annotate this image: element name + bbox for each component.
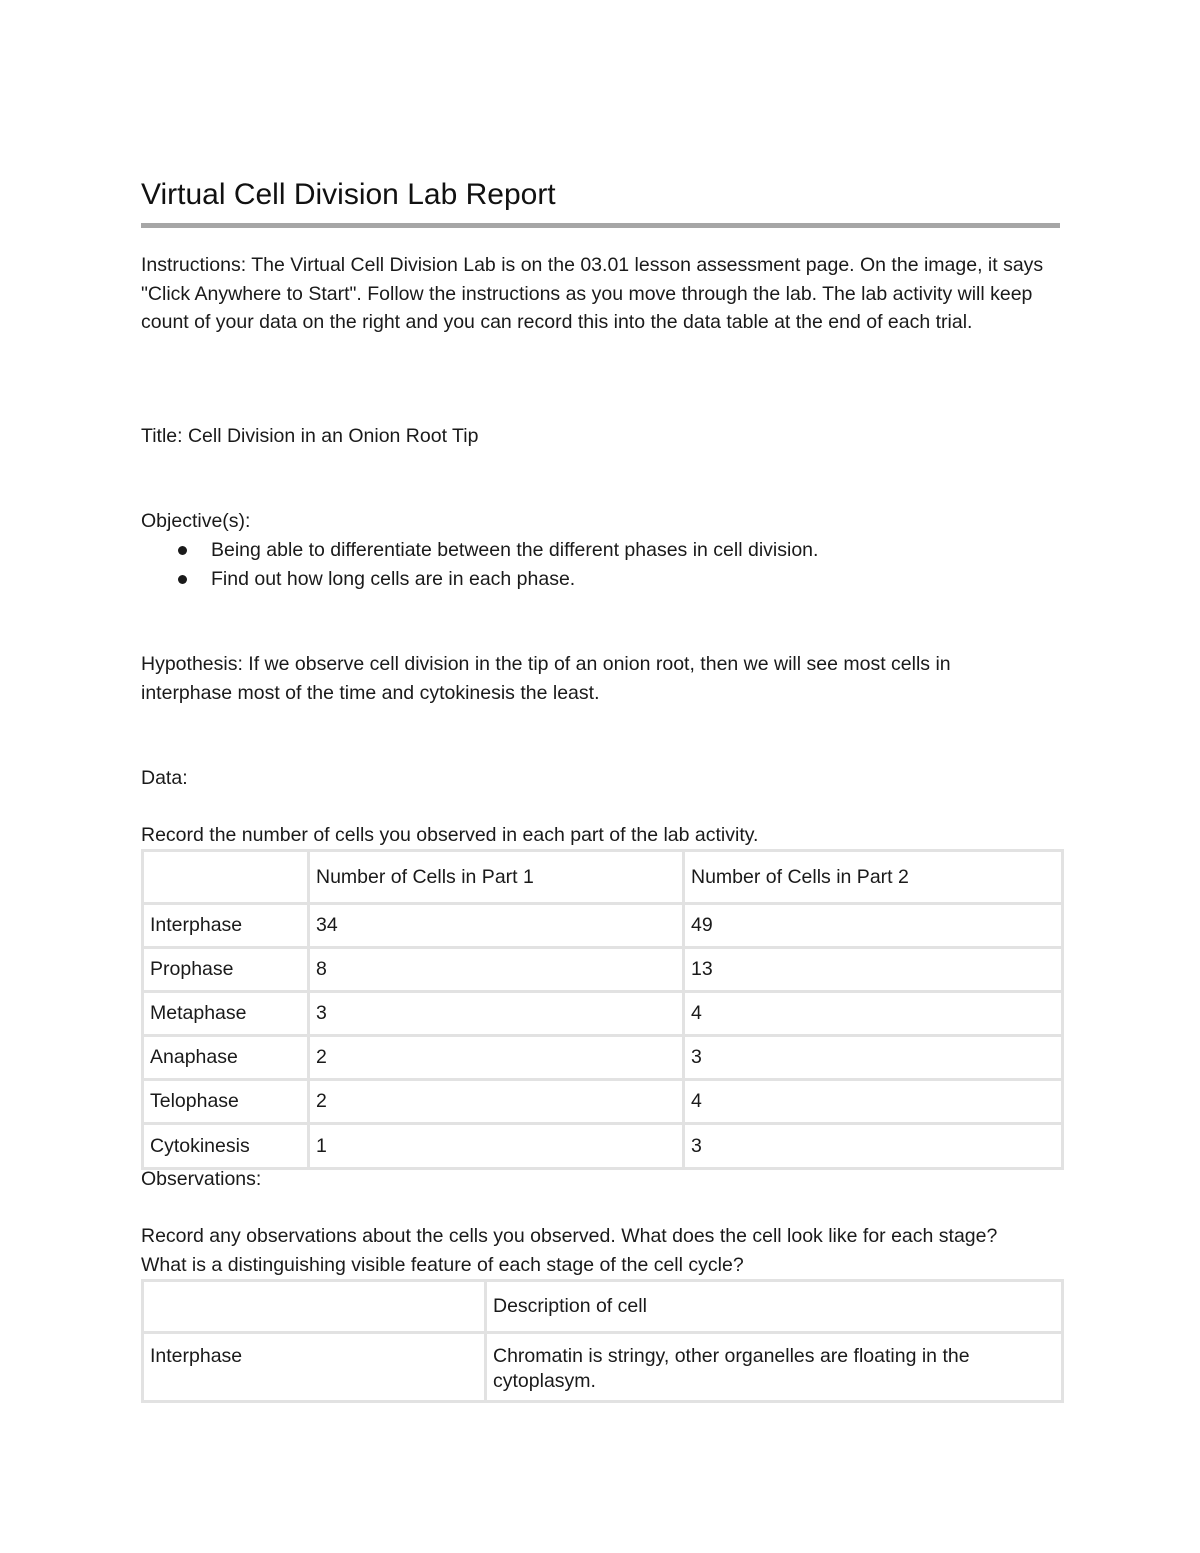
phase-cell: Interphase — [143, 904, 309, 948]
hypothesis-paragraph: Hypothesis: If we observe cell division in the tip of an onion root, then we will see most cells in interphase most of the time and cytokinesis the least. — [141, 653, 951, 704]
title-divider — [141, 223, 1060, 228]
table-row — [143, 1080, 1063, 1124]
bullet-icon — [178, 575, 187, 584]
table-row — [143, 1333, 1063, 1402]
table-row — [143, 948, 1063, 992]
data-label: Data: — [141, 767, 188, 789]
document-title: Virtual Cell Division Lab Report — [141, 178, 556, 211]
table-header-cell — [143, 851, 309, 904]
phase-cell: Prophase — [143, 948, 309, 992]
part2-cell: 3 — [684, 1124, 1063, 1169]
phase-cell: Anaphase — [143, 1036, 309, 1080]
part2-cell: 13 — [684, 948, 1063, 992]
part2-cell: 4 — [684, 992, 1063, 1036]
part1-cell: 2 — [309, 1080, 684, 1124]
lab-title: Title: Cell Division in an Onion Root Tip — [141, 425, 479, 447]
data-table — [141, 849, 1064, 1170]
table-header-cell: Number of Cells in Part 1 — [309, 851, 684, 904]
table-header-cell — [143, 1281, 486, 1333]
objectives-label: Objective(s): — [141, 510, 251, 532]
table-header-cell: Number of Cells in Part 2 — [684, 851, 1063, 904]
part2-cell: 3 — [684, 1036, 1063, 1080]
table-header-row — [143, 1281, 1063, 1333]
data-prompt: Record the number of cells you observed in each part of the lab activity. — [141, 824, 759, 846]
phase-cell: Telophase — [143, 1080, 309, 1124]
part1-cell: 1 — [309, 1124, 684, 1169]
table-row — [143, 992, 1063, 1036]
instructions-paragraph: Instructions: The Virtual Cell Division Lab is on the 03.01 lesson assessment page. On the image, it says "Click Anywhere to Start". Follow the instructions as you move through the lab. The lab activity will keep count of your data on the right and you can record this into the data table at the end of each trial. — [141, 254, 1044, 334]
objective-text: Being able to differentiate between the different phases in cell division. — [211, 539, 819, 561]
bullet-icon — [178, 546, 187, 555]
table-row — [143, 904, 1063, 948]
part2-cell: 4 — [684, 1080, 1063, 1124]
part1-cell: 3 — [309, 992, 684, 1036]
description-cell: Chromatin is stringy, other organelles are floating in the cytoplasym. — [486, 1333, 1063, 1402]
part1-cell: 34 — [309, 904, 684, 948]
observations-table — [141, 1279, 1064, 1403]
stage-cell: Interphase — [143, 1333, 486, 1402]
part1-cell: 8 — [309, 948, 684, 992]
observations-prompt: Record any observations about the cells you observed. What does the cell look like for each stage? What is a distinguishing visible feature of each stage of the cell cycle? — [141, 1225, 998, 1276]
table-header-cell: Description of cell — [486, 1281, 1063, 1333]
part2-cell: 49 — [684, 904, 1063, 948]
objectives-list — [141, 536, 818, 593]
observations-label: Observations: — [141, 1168, 262, 1190]
table-row — [143, 1124, 1063, 1169]
table-row — [143, 1036, 1063, 1080]
part1-cell: 2 — [309, 1036, 684, 1080]
phase-cell: Metaphase — [143, 992, 309, 1036]
objective-item — [141, 536, 818, 565]
phase-cell: Cytokinesis — [143, 1124, 309, 1169]
objective-text: Find out how long cells are in each phase. — [211, 567, 576, 590]
table-header-row — [143, 851, 1063, 904]
objective-item — [141, 565, 818, 594]
